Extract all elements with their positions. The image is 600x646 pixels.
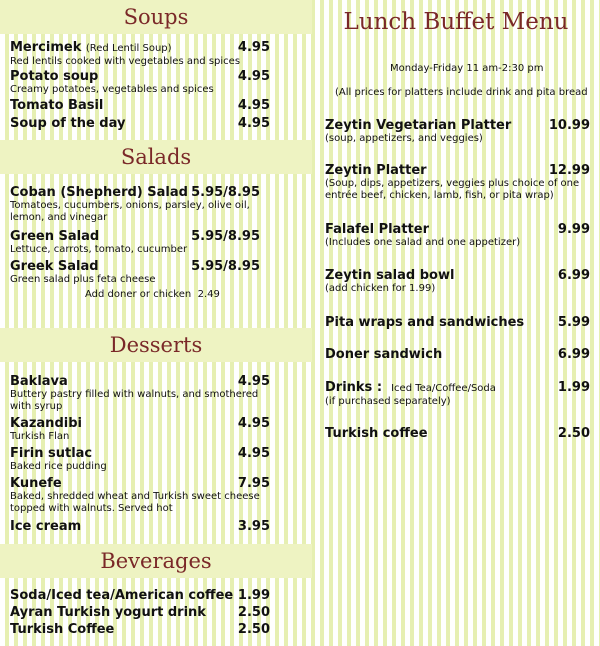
item-price: 1.99 bbox=[237, 588, 270, 603]
menu-item: Soup of the day 4.95 bbox=[10, 116, 270, 131]
menu-item: Turkish Coffee 2.50 bbox=[10, 622, 270, 637]
item-price: 1.99 bbox=[557, 380, 590, 395]
item-price: 7.95 bbox=[237, 476, 270, 491]
menu-item: Ice cream 3.95 bbox=[10, 519, 270, 534]
item-price: 6.99 bbox=[557, 268, 590, 283]
menu-item: Kunefe 7.95 Baked, shredded wheat and Turkish sweet cheese topped with walnuts. Served hot bbox=[10, 476, 270, 514]
item-price: 4.95 bbox=[237, 69, 270, 84]
menu-item: Falafel Platter 9.99 (Includes one salad and one appetizer) bbox=[325, 222, 590, 248]
menu-item: Doner sandwich 6.99 bbox=[325, 347, 590, 362]
menu-item: Zeytin Vegetarian Platter 10.99 (soup, appetizers, and veggies) bbox=[325, 118, 590, 144]
item-price: 2.50 bbox=[237, 622, 270, 637]
menu-item: Coban (Shepherd) Salad 5.95/8.95 Tomatoes, cucumbers, onions, parsley, olive oil, lemon, and vinegar bbox=[10, 185, 260, 223]
menu-item: Kazandibi 4.95 Turkish Flan bbox=[10, 416, 270, 442]
item-price: 3.95 bbox=[237, 519, 270, 534]
desserts-header: Desserts bbox=[0, 328, 312, 362]
lunch-hours: Monday-Friday 11 am-2:30 pm bbox=[390, 63, 544, 74]
add-on-note: Add doner or chicken 2.49 bbox=[85, 289, 220, 300]
menu-item: Soda/Iced tea/American coffee 1.99 bbox=[10, 588, 270, 603]
menu-item: Zeytin salad bowl 6.99 (add chicken for 1.99) bbox=[325, 268, 590, 294]
item-price: 5.95/8.95 bbox=[191, 259, 260, 274]
item-price: 5.95/8.95 bbox=[191, 229, 260, 244]
item-price: 5.99 bbox=[557, 315, 590, 330]
item-price: 6.99 bbox=[557, 347, 590, 362]
item-price: 2.50 bbox=[237, 605, 270, 620]
menu-item: Greek Salad 5.95/8.95 Green salad plus feta cheese bbox=[10, 259, 260, 285]
menu-item: Ayran Turkish yogurt drink 2.50 bbox=[10, 605, 270, 620]
item-price: 10.99 bbox=[548, 118, 590, 133]
menu-item: Drinks : Iced Tea/Coffee/Soda 1.99 (if purchased separately) bbox=[325, 380, 590, 407]
item-price: 12.99 bbox=[548, 163, 590, 178]
item-price: 9.99 bbox=[557, 222, 590, 237]
item-price: 4.95 bbox=[237, 416, 270, 431]
soups-header: Soups bbox=[0, 0, 312, 34]
salads-header: Salads bbox=[0, 140, 312, 174]
item-price: 4.95 bbox=[237, 40, 270, 55]
menu-item: Baklava 4.95 Buttery pastry filled with walnuts, and smothered with syrup bbox=[10, 374, 270, 412]
lunch-buffet-title: Lunch Buffet Menu bbox=[343, 9, 569, 35]
item-price: 4.95 bbox=[237, 98, 270, 113]
menu-item: Turkish coffee 2.50 bbox=[325, 426, 590, 441]
item-price: 4.95 bbox=[237, 374, 270, 389]
menu-item: Green Salad 5.95/8.95 Lettuce, carrots, tomato, cucumber bbox=[10, 229, 260, 255]
item-price: 4.95 bbox=[237, 116, 270, 131]
menu-item: Firin sutlac 4.95 Baked rice pudding bbox=[10, 446, 270, 472]
menu-item: Pita wraps and sandwiches 5.99 bbox=[325, 315, 590, 330]
menu-item: Zeytin Platter 12.99 (Soup, dips, appetizers, veggies plus choice of one entrée beef, chicken, lamb, fish, or pita wrap) bbox=[325, 163, 590, 201]
item-price: 5.95/8.95 bbox=[191, 185, 260, 200]
item-price: 4.95 bbox=[237, 446, 270, 461]
menu-item: Mercimek (Red Lentil Soup) 4.95 Red lentils cooked with vegetables and spices bbox=[10, 40, 270, 67]
lunch-price-note: (All prices for platters include drink and pita bread bbox=[335, 87, 588, 98]
menu-item: Potato soup 4.95 Creamy potatoes, vegetables and spices bbox=[10, 69, 270, 95]
menu-item: Tomato Basil 4.95 bbox=[10, 98, 270, 113]
item-price: 2.50 bbox=[557, 426, 590, 441]
beverages-header: Beverages bbox=[0, 544, 312, 578]
